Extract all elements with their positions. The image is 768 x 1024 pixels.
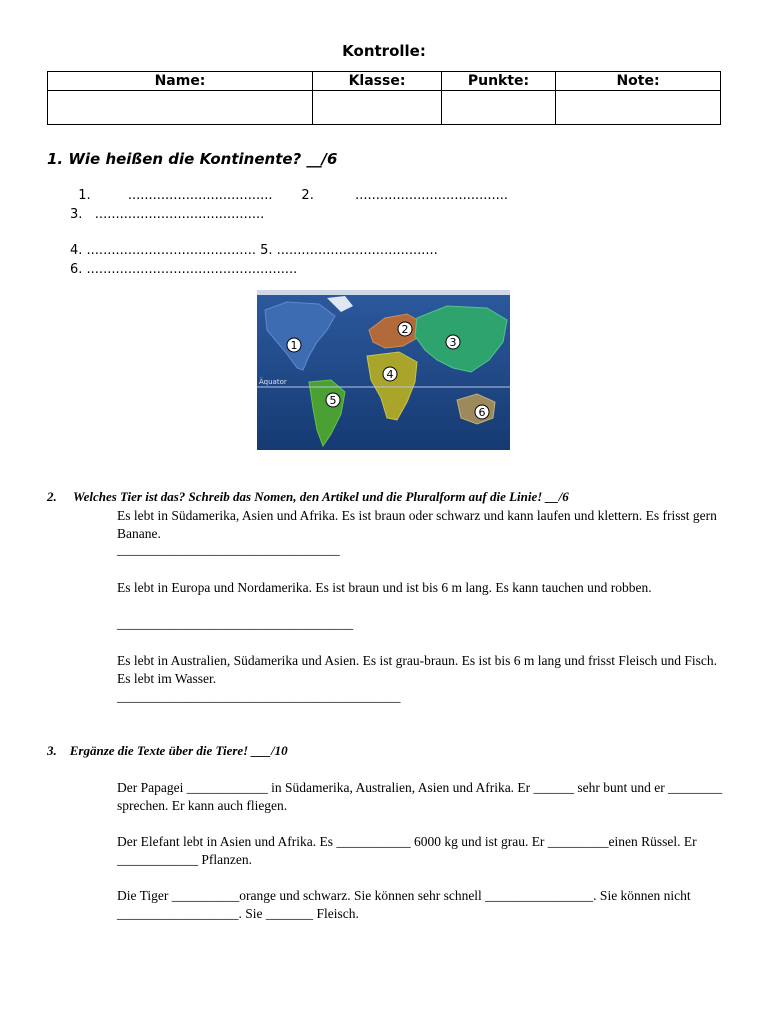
header-name: Name:: [48, 72, 313, 91]
class-field[interactable]: [313, 91, 442, 125]
animal-clue-2: Es lebt in Europa und Nordamerika. Es ist braun und ist bis 6 m lang. Es kann tauchen und robben.: [117, 580, 652, 595]
question-3-text: Ergänze die Texte über die Tiere! ___/10: [69, 743, 288, 758]
question-2-heading: [47, 489, 569, 505]
animal-clue-3: Es lebt in Australien, Südamerika und Asien. Es ist grau-braun. Es ist bis 6 m lang und frisst Fleisch und Fisch. Es lebt im Wasser.: [117, 653, 717, 686]
equator-label: Äquator: [259, 378, 287, 386]
points-field[interactable]: [442, 91, 556, 125]
student-info-table: [47, 71, 721, 125]
marker-5: 5: [329, 394, 337, 407]
marker-3: 3: [449, 336, 457, 349]
answer-line-1-2: 1. ................................... 2. .....................................: [70, 188, 509, 203]
gap-text-tiger: Die Tiger __________orange und schwarz. Sie können sehr schnell ________________. Sie können nicht __________________. Sie _______ Fleisch.: [117, 888, 691, 921]
question-3-number: 3.: [47, 743, 57, 758]
marker-2: 2: [401, 323, 409, 336]
world-map: [257, 290, 510, 450]
header-points: Punkte:: [442, 72, 556, 91]
answer-line-4-5: 4. ......................................... 5. .......................................: [70, 243, 438, 258]
animal-clue-1: Es lebt in Südamerika, Asien und Afrika. Es ist braun oder schwarz und kann laufen und klettern. Es frisst gern Banane.: [117, 508, 717, 541]
question-3-heading: [47, 743, 288, 759]
header-class: Klasse:: [313, 72, 442, 91]
marker-1: 1: [290, 339, 298, 352]
marker-6: 6: [478, 406, 486, 419]
marker-4: 4: [386, 368, 394, 381]
question-2-text: Welches Tier ist das? Schreib das Nomen, den Artikel und die Pluralform auf die Linie! __/6: [73, 489, 569, 504]
name-field[interactable]: [48, 91, 313, 125]
page-title: Kontrolle:: [342, 42, 426, 60]
answer-line-6: 6. ...................................................: [70, 262, 298, 277]
answer-blank-2[interactable]: ___________________________________: [117, 616, 354, 631]
question-1-heading: 1. Wie heißen die Kontinente? __/6: [47, 150, 338, 168]
gap-text-elephant: Der Elefant lebt in Asien und Afrika. Es ___________ 6000 kg und ist grau. Er _________einen Rüssel. Er ____________ Pflanzen.: [117, 834, 697, 867]
header-grade: Note:: [556, 72, 721, 91]
answer-blank-1[interactable]: _________________________________: [117, 542, 340, 557]
answer-blank-3[interactable]: __________________________________________: [117, 689, 401, 704]
gap-text-parrot: Der Papagei ____________ in Südamerika, Australien, Asien und Afrika. Er ______ sehr bunt und er ________ sprechen. Er kann auch fliegen.: [117, 780, 723, 813]
question-2-number: 2.: [47, 489, 57, 504]
answer-line-3: 3. .........................................: [70, 207, 265, 222]
grade-field[interactable]: [556, 91, 721, 125]
